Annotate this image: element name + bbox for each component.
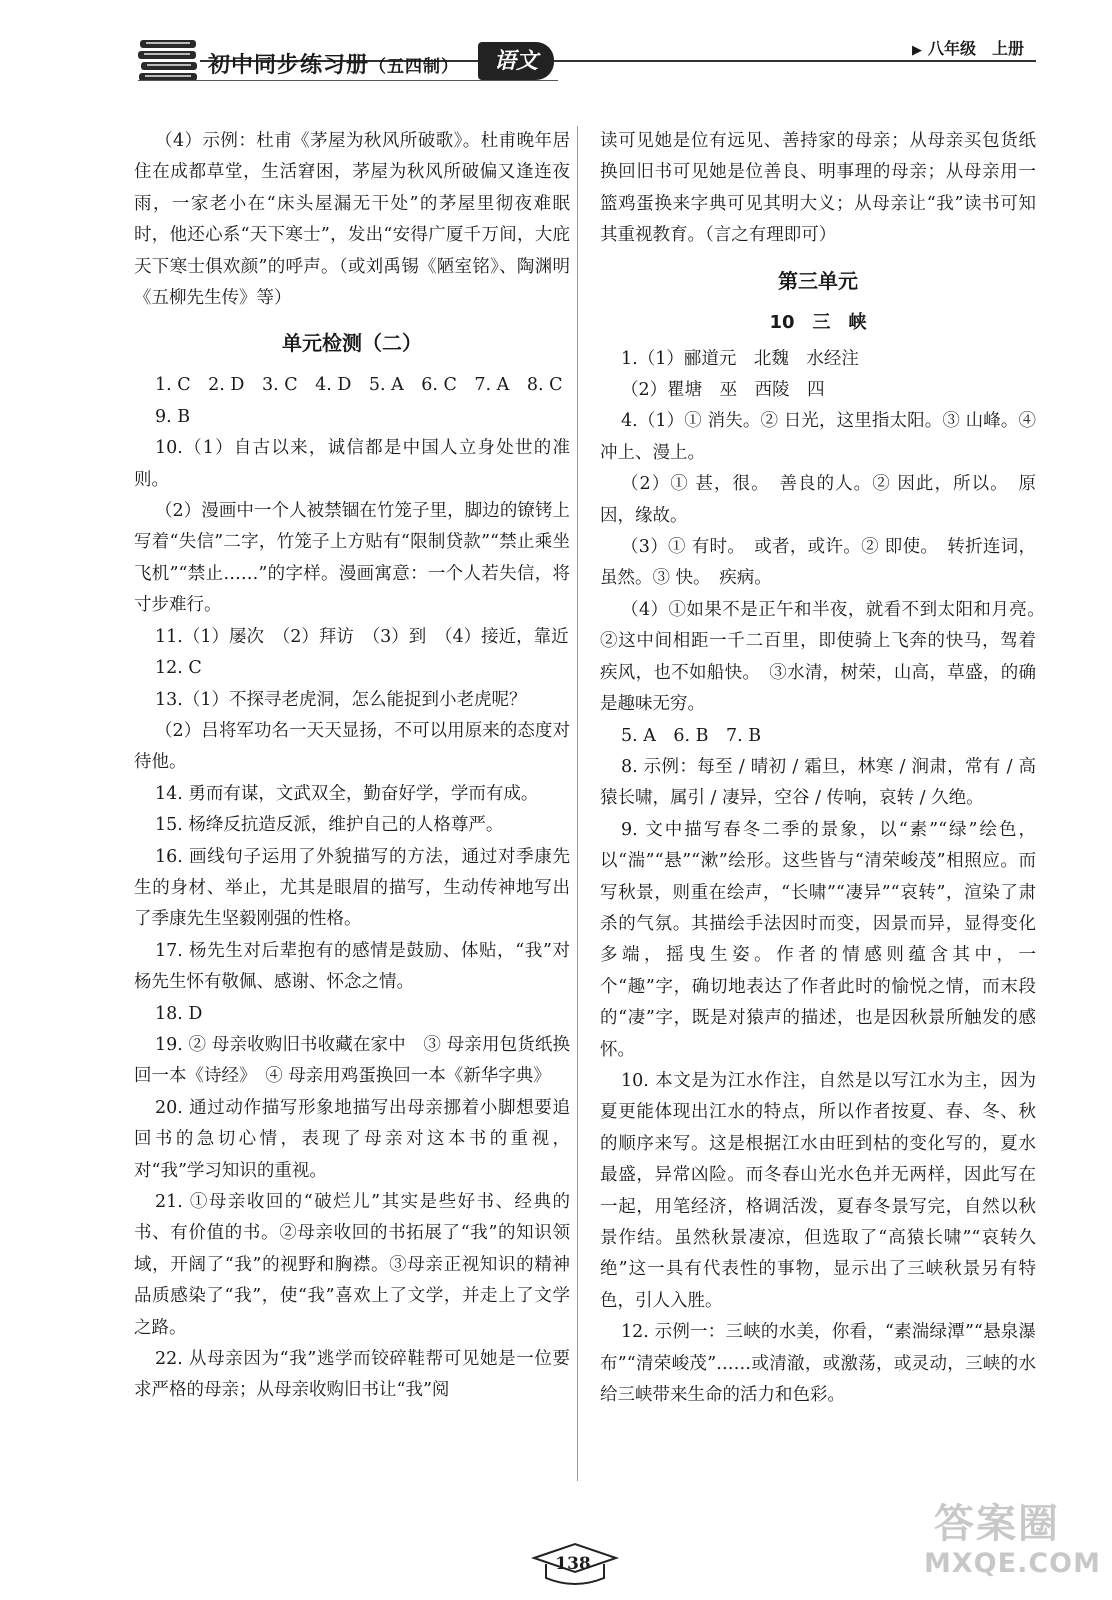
answer-paragraph: （3）① 有时。 或者，或许。② 即使。 转折连词，虽然。③ 快。 疾病。 xyxy=(600,537,1036,589)
answer-line: （2）瞿塘 巫 西陵 四 xyxy=(621,380,825,401)
lesson-heading: 10 三 峡 xyxy=(769,311,867,333)
answer-paragraph: 11.（1）屡次 （2）拜访 （3）到 （4）接近，靠近 xyxy=(155,626,569,647)
answer-paragraph: （2）① 甚，很。 善良的人。② 因此，所以。 原因，缘故。 xyxy=(600,474,1036,526)
watermark-line2: MXQE.COM xyxy=(924,1548,1101,1579)
triangle-right-icon: ▶ xyxy=(912,43,922,58)
answer-paragraph: 4.（1）① 消失。② 日光，这里指太阳。③ 山峰。④ 冲上、漫上。 xyxy=(600,411,1036,463)
answer-line: 15. 杨绛反抗造反派，维护自己的人格尊严。 xyxy=(155,815,504,836)
answer-paragraph: （4）示例：杜甫《茅屋为秋风所破歌》。杜甫晚年居住在成都草堂，生活窘困，茅屋为秋风所破偏又逢连夜雨，一家老小在“床头屋漏无干处”的茅屋里彻夜难眠时，他还心系“天下寒士”，发出“安得广厦千万间，大庇天下寒士俱欢颜”的呼声。（或刘禹锡《陋室铭》、陶渊明《五柳先生传》等） xyxy=(134,131,570,309)
header-rule-lower xyxy=(138,80,558,81)
column-divider xyxy=(577,126,578,1481)
right-column xyxy=(600,126,1054,1411)
answer-paragraph: 22. 从母亲因为“我”逃学而铰碎鞋帮可见她是一位要求严格的母亲；从母亲收购旧书让“我”阅 xyxy=(134,1349,570,1401)
answer-paragraph: 9. 文中描写春冬二季的景象，以“素”“绿”绘色，以“湍”“悬”“漱”绘形。这些皆与“清荣峻茂”相照应。而写秋景，则重在绘声，“长啸”“凄异”“哀转”，渲染了肃杀的气氛。其描绘手法因时而变，因景而异，显得变化多端，摇曳生姿。作者的情感则蕴含其中，一个“趣”字，确切地表达了作者此时的愉悦之情，而末段的“凄”字，既是对猿声的描述，也是因秋景所触发的感怀。 xyxy=(600,819,1036,1060)
answer-paragraph: 19. ② 母亲收购旧书收藏在家中 ③ 母亲用包货纸换回一本《诗经》 ④ 母亲用鸡蛋换回一本《新华字典》 xyxy=(134,1034,570,1087)
left-column xyxy=(134,126,570,1407)
answer-paragraph: 12. 示例一：三峡的水美，你看，“素湍绿潭”“悬泉瀑布”“清荣峻茂”……或清澈，或激荡，或灵动，三峡的水给三峡带来生命的活力和色彩。 xyxy=(600,1322,1036,1406)
answer-paragraph: 17. 杨先生对后辈抱有的感情是鼓励、体贴，“我”对杨先生怀有敬佩、感谢、怀念之情。 xyxy=(134,940,570,993)
answer-paragraph: （2）漫画中一个人被禁锢在竹笼子里，脚边的镣铐上写着“失信”二字，竹笼子上方贴有“限制贷款”“禁止乘坐飞机”“禁止……”的字样。漫画寓意：一个人若失信，将寸步难行。 xyxy=(134,501,570,616)
answer-paragraph: 20. 通过动作描写形象地描写出母亲挪着小脚想要追回书的急切心情，表现了母亲对这本书的重视，对“我”学习知识的重视。 xyxy=(134,1097,570,1181)
books-icon xyxy=(138,38,200,82)
grade-text: 八年级 上册 xyxy=(928,39,1025,58)
page-number: 138 xyxy=(555,1554,591,1574)
answer-line: 1.（1）郦道元 北魏 水经注 xyxy=(621,348,859,369)
answer-line: 18. D xyxy=(155,1003,203,1024)
answer-paragraph: 10. 本文是为江水作注，自然是以写江水为主，因为夏更能体现出江水的特点，所以作者按夏、春、冬、秋的顺序来写。这是根据江水由旺到枯的变化写的，夏水最盛，异常凶险。而冬春山光水色并无两样，因此写在一起，用笔经济，格调活泼，夏春冬景写完，自然以秋景作结。虽然秋景凄凉，但选取了“高猿长啸”“哀转久绝”这一具有代表性的事物，显示出了三峡秋景另有特色，引人入胜。 xyxy=(600,1070,1036,1311)
answer-paragraph: （4）①如果不是正午和半夜，就看不到太阳和月亮。 ②这中间相距一千二百里，即使骑上飞奔的快马，驾着疾风，也不如船快。 ③水清，树荣，山高，草盛，的确是趣味无穷。 xyxy=(600,599,1054,715)
answer-paragraph: 读可见她是位有远见、善持家的母亲；从母亲买包货纸换回旧书可见她是位善良、明事理的母亲；从母亲用一篮鸡蛋换来字典可见其明大义；从母亲让“我”读书可知其重视教育。（言之有理即可） xyxy=(600,131,1036,246)
answer-line: 14. 勇而有谋，文武双全，勤奋好学，学而有成。 xyxy=(155,783,539,804)
subject-badge: 语文 xyxy=(478,42,554,80)
series-title xyxy=(208,48,459,79)
answer-paragraph: 21. ①母亲收回的“破烂儿”其实是些好书、经典的书、有价值的书。②母亲收回的书拓展了“我”的知识领域，开阔了“我”的视野和胸襟。③母亲正视知识的精神品质感染了“我”，使“我”喜欢上了文学，并走上了文学之路。 xyxy=(134,1192,570,1338)
grade-label xyxy=(912,36,1024,59)
answer-paragraph: 10.（1）自古以来，诚信都是中国人立身处世的准则。 xyxy=(134,438,570,490)
answer-paragraph: 16. 画线句子运用了外貌描写的方法，通过对季康先生的身材、举止，尤其是眼眉的描写，生动传神地写出了季康先生坚毅刚强的性格。 xyxy=(134,846,570,930)
watermark-line1: 答案圈 xyxy=(934,1501,1060,1547)
answer-paragraph: （2）吕将军功名一天天显扬，不可以用原来的态度对待他。 xyxy=(134,720,570,773)
answer-line: 1. C 2. D 3. C 4. D 5. A 6. C 7. A 8. C xyxy=(155,375,563,396)
page-header xyxy=(0,0,1112,100)
answer-paragraph: 13.（1）不探寻老虎洞，怎么能捉到小老虎呢？ xyxy=(155,689,527,710)
answer-paragraph: 8. 示例：每至 / 晴初 / 霜旦，林寒 / 涧肃，常有 / 高猿长啸，属引 / 凄异，空谷 / 传响，哀转 / 久绝。 xyxy=(600,756,1036,809)
series-title-main: 初中同步练习册 xyxy=(208,53,370,78)
unit-heading: 第三单元 xyxy=(778,268,858,293)
answer-line: 12. C xyxy=(155,658,202,679)
answer-line: 5. A 6. B 7. B xyxy=(621,725,762,746)
section-heading: 单元检测（二） xyxy=(282,331,422,356)
series-title-sub: （五四制） xyxy=(369,57,460,77)
watermark xyxy=(918,1492,1104,1592)
answer-line: 9. B xyxy=(155,406,191,427)
